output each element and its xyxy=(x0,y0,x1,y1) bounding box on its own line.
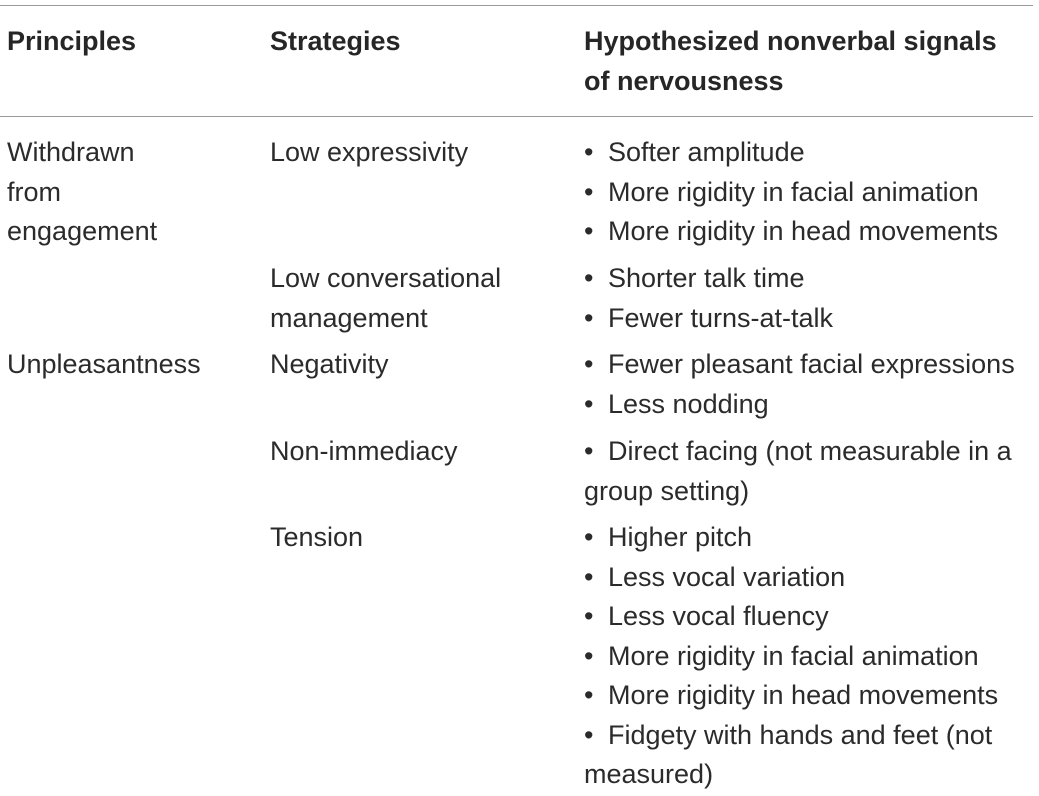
strategy-line: Low expressivity xyxy=(270,137,469,167)
signal-item: • Softer amplitude xyxy=(584,133,998,173)
header-signals xyxy=(584,22,997,101)
strategy-cell xyxy=(270,432,458,472)
signal-item: • Less nodding xyxy=(584,385,1015,425)
strategy-cell xyxy=(270,259,501,338)
strategy-cell xyxy=(270,133,468,173)
principle-cell xyxy=(7,345,201,385)
strategy-line: Tension xyxy=(270,522,364,552)
header-signals-line1: Hypothesized nonverbal signals xyxy=(584,26,997,56)
signal-item: • More rigidity in facial animation xyxy=(584,637,998,677)
signal-item: • Fidgety with hands and feet (not xyxy=(584,716,998,756)
signal-item: • Fewer pleasant facial expressions xyxy=(584,345,1015,385)
strategy-line: Low conversational xyxy=(270,263,502,293)
principle-cell xyxy=(7,133,157,252)
signal-item: • More rigidity in facial animation xyxy=(584,173,998,213)
signal-continuation: measured) xyxy=(584,759,714,789)
signal-continuation: group setting) xyxy=(584,475,750,506)
principle-line: from xyxy=(7,176,61,207)
signal-item: • More rigidity in head movements xyxy=(584,676,998,716)
signal-item: • Higher pitch xyxy=(584,518,998,558)
header-principles: Principles xyxy=(7,26,137,56)
principle-line: Unpleasantness xyxy=(7,349,201,379)
strategy-cell xyxy=(270,345,389,385)
principle-line: Withdrawn xyxy=(7,137,135,167)
header-rule xyxy=(0,116,1033,117)
signals-cell xyxy=(584,518,998,795)
signals-cell xyxy=(584,345,1015,424)
header-signals-line2: of nervousness xyxy=(584,65,784,96)
signals-cell xyxy=(584,432,1012,511)
signals-cell xyxy=(584,259,833,338)
strategy-line: management xyxy=(270,302,428,333)
signal-item: • Less vocal variation xyxy=(584,558,998,598)
signal-item: • Fewer turns-at-talk xyxy=(584,299,833,339)
signal-item: • Direct facing (not measurable in a xyxy=(584,432,1012,472)
header-strategies: Strategies xyxy=(270,26,401,56)
signal-item: • Shorter talk time xyxy=(584,259,833,299)
strategy-line: Negativity xyxy=(270,349,389,379)
signal-item: • More rigidity in head movements xyxy=(584,212,998,252)
signal-item: • Less vocal fluency xyxy=(584,597,998,637)
top-rule xyxy=(0,5,1033,6)
strategy-cell xyxy=(270,518,363,558)
strategy-line: Non-immediacy xyxy=(270,436,458,466)
signals-cell xyxy=(584,133,998,252)
principle-line: engagement xyxy=(7,216,158,246)
